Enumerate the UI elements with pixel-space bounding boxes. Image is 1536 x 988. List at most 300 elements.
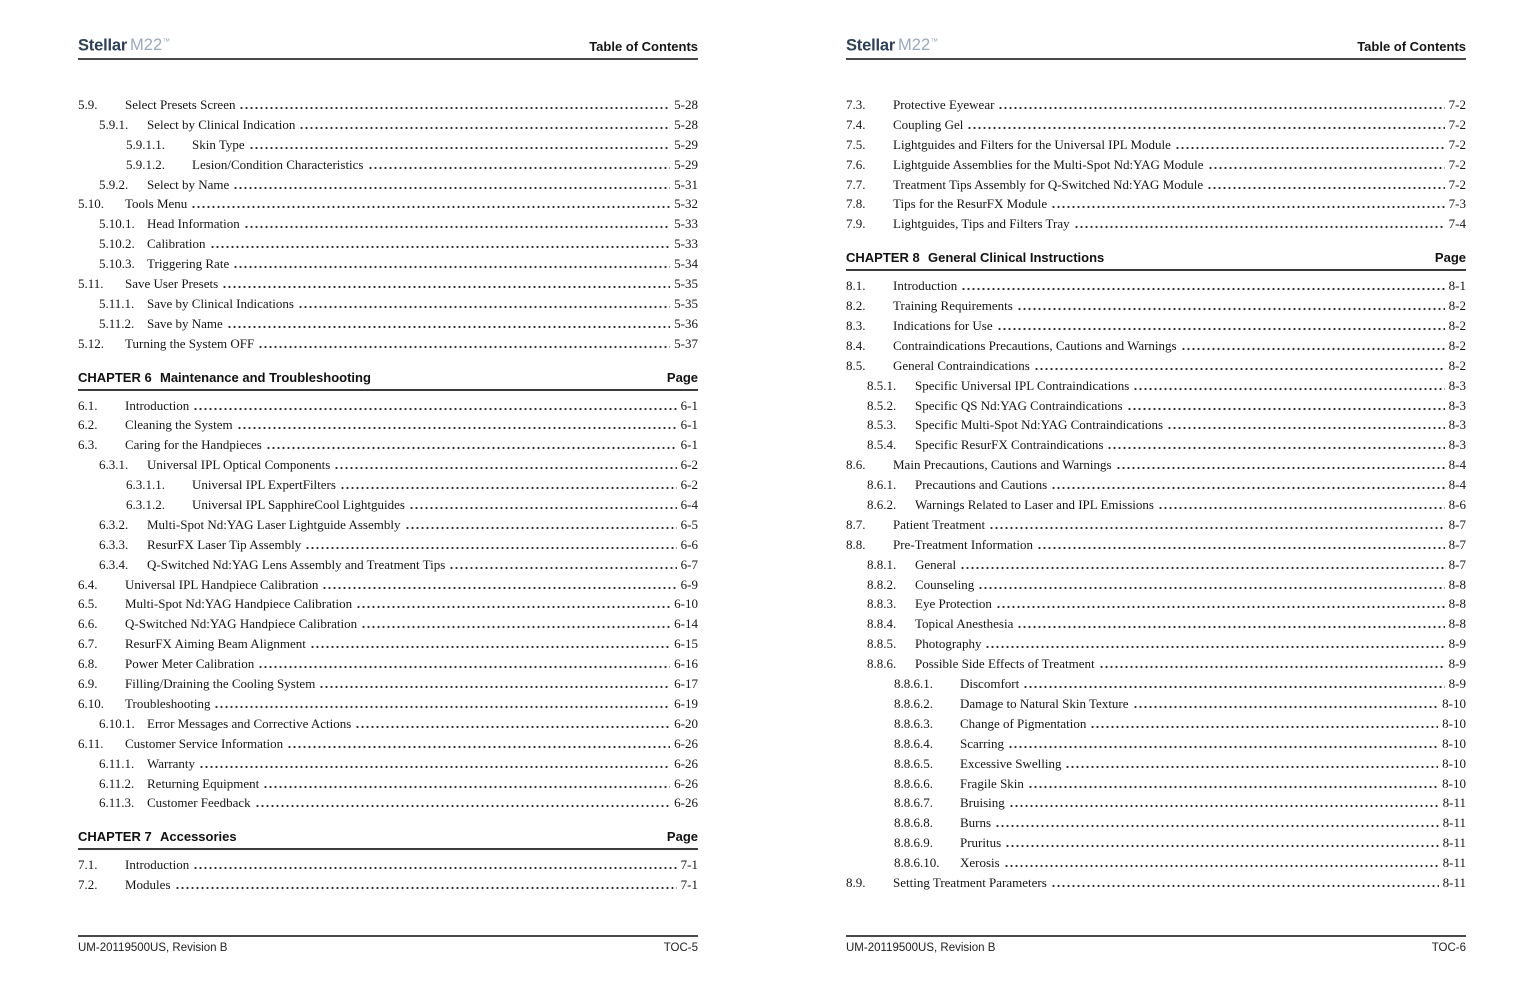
toc-entry-number: 8.8.5. bbox=[867, 636, 897, 652]
toc-entry-page: 6-4 bbox=[680, 497, 698, 513]
toc-entry bbox=[99, 175, 698, 195]
dot-leader bbox=[1051, 485, 1445, 489]
dot-leader bbox=[1107, 445, 1444, 449]
toc-entry-number: 7.5. bbox=[846, 136, 866, 152]
toc-entry bbox=[867, 435, 1466, 455]
toc-entry bbox=[78, 855, 698, 875]
toc-entry-title: Xerosis bbox=[960, 855, 1000, 871]
toc-entry-title: Specific ResurFX Contraindications bbox=[915, 437, 1104, 453]
dot-leader bbox=[305, 545, 676, 549]
toc-entry-number: 8.9. bbox=[846, 874, 866, 890]
toc-entry-title: Introduction bbox=[893, 278, 958, 294]
toc-entry bbox=[78, 634, 698, 654]
toc-entry-page: 6-9 bbox=[680, 576, 698, 592]
toc-entry bbox=[846, 515, 1466, 535]
toc-entry bbox=[894, 754, 1466, 774]
toc-entry-title: Scarring bbox=[960, 735, 1005, 751]
toc-entry-number: 6.3.1.1. bbox=[126, 477, 165, 493]
logo-stellar-text: Stellar bbox=[846, 36, 896, 55]
toc-entry-number: 8.8.6.10. bbox=[894, 855, 940, 871]
toc-entry bbox=[867, 594, 1466, 614]
toc-entry bbox=[78, 614, 698, 634]
toc-entry-title: Select by Clinical Indication bbox=[147, 116, 296, 132]
dot-leader bbox=[1133, 704, 1439, 708]
toc-entry-number: 8.7. bbox=[846, 516, 866, 532]
dot-leader bbox=[405, 525, 677, 529]
dot-leader bbox=[322, 585, 676, 589]
toc-entry bbox=[78, 654, 698, 674]
toc-entry bbox=[894, 793, 1466, 813]
toc-entry bbox=[894, 853, 1466, 873]
dot-leader bbox=[985, 644, 1444, 648]
dot-leader bbox=[368, 165, 671, 169]
toc-entry bbox=[126, 495, 698, 515]
toc-entry bbox=[846, 155, 1466, 175]
toc-entry-title: Universal IPL SapphireCool Lightguides bbox=[192, 497, 405, 513]
toc-entry-page: 5-31 bbox=[674, 176, 698, 192]
dot-leader bbox=[227, 324, 670, 328]
chapter-label: CHAPTER 6 bbox=[78, 369, 152, 385]
toc-entry-number: 8.5.4. bbox=[867, 437, 897, 453]
toc-entry bbox=[99, 793, 698, 813]
toc-entry-page: 7-3 bbox=[1448, 196, 1466, 212]
toc-entry-title: Warnings Related to Laser and IPL Emissions bbox=[915, 497, 1154, 513]
toc-entry bbox=[894, 813, 1466, 833]
toc-entry-page: 8-4 bbox=[1448, 457, 1466, 473]
toc-entry bbox=[867, 575, 1466, 595]
toc-entry-title: Burns bbox=[960, 815, 992, 831]
toc-entry bbox=[894, 694, 1466, 714]
toc-entry bbox=[99, 515, 698, 535]
toc-entry-title: Eye Protection bbox=[915, 596, 992, 612]
toc-entry-number: 5.9.1. bbox=[99, 116, 129, 132]
dot-leader bbox=[199, 764, 670, 768]
toc-entry-number: 8.5.2. bbox=[867, 397, 897, 413]
toc-entry-page: 6-1 bbox=[680, 437, 698, 453]
toc-entry-number: 6.10.1. bbox=[99, 715, 135, 731]
toc-entry-number: 8.1. bbox=[846, 278, 866, 294]
dot-leader bbox=[263, 784, 670, 788]
toc-entry-title: Discomfort bbox=[960, 676, 1020, 692]
toc-entry-number: 8.8.6.5. bbox=[894, 755, 933, 771]
toc-entry bbox=[846, 95, 1466, 115]
toc-entry-title: Setting Treatment Parameters bbox=[893, 874, 1047, 890]
toc-entry-number: 6.2. bbox=[78, 417, 98, 433]
toc-entry-title: Caring for the Handpieces bbox=[125, 437, 262, 453]
toc-entry-page: 8-2 bbox=[1448, 318, 1466, 334]
toc-entry-page: 8-4 bbox=[1448, 477, 1466, 493]
toc-entry bbox=[78, 694, 698, 714]
page-number: TOC-6 bbox=[1431, 942, 1466, 954]
dot-leader bbox=[997, 326, 1445, 330]
toc-entry-number: 5.9.1.1. bbox=[126, 136, 165, 152]
toc-entry bbox=[846, 135, 1466, 155]
toc-entry-title: Contraindications Precautions, Cautions and Warnings bbox=[893, 337, 1177, 353]
toc-entry-title: Possible Side Effects of Treatment bbox=[915, 656, 1095, 672]
toc-entry bbox=[846, 175, 1466, 195]
toc-entry-number: 5.9. bbox=[78, 97, 98, 112]
toc-entry-number: 7.7. bbox=[846, 176, 866, 192]
toc-entry-title: Introduction bbox=[125, 397, 190, 413]
dot-leader bbox=[310, 644, 670, 648]
dot-leader bbox=[1017, 624, 1444, 628]
toc-entry-number: 5.12. bbox=[78, 335, 104, 351]
toc-entry-number: 8.8.6. bbox=[867, 656, 897, 672]
dot-leader bbox=[995, 823, 1439, 827]
toc-entry-title: Protective Eyewear bbox=[893, 97, 995, 112]
toc-entry-number: 8.8.6.9. bbox=[894, 835, 933, 851]
toc-entry-title: Specific Universal IPL Contraindications bbox=[915, 377, 1130, 393]
toc-entry-page: 6-1 bbox=[680, 397, 698, 413]
toc-entry-page: 8-9 bbox=[1448, 636, 1466, 652]
toc-entry-page: 8-8 bbox=[1448, 576, 1466, 592]
dot-leader bbox=[239, 105, 670, 109]
toc-entry-title: Troubleshooting bbox=[125, 695, 211, 711]
chapter-title: General Clinical Instructions bbox=[928, 250, 1105, 266]
toc-entry bbox=[867, 495, 1466, 515]
toc-entry bbox=[78, 875, 698, 895]
toc-entry-page: 6-17 bbox=[674, 676, 698, 692]
toc-entry-title: Multi-Spot Nd:YAG Handpiece Calibration bbox=[125, 596, 353, 612]
toc-entry-page: 8-11 bbox=[1442, 835, 1466, 851]
toc-entry-title: Lesion/Condition Characteristics bbox=[192, 156, 364, 172]
toc-entry-page: 6-14 bbox=[674, 616, 698, 632]
dot-leader bbox=[356, 604, 670, 608]
toc-entry-page: 6-10 bbox=[674, 596, 698, 612]
toc-entry-page: 8-8 bbox=[1448, 596, 1466, 612]
toc-entry-title: Triggering Rate bbox=[147, 256, 230, 272]
toc-entry bbox=[846, 336, 1466, 356]
toc-entry-title: Turning the System OFF bbox=[125, 335, 255, 351]
dot-leader bbox=[1017, 306, 1445, 310]
toc-entry-title: Treatment Tips Assembly for Q-Switched Nd:YAG Module bbox=[893, 176, 1204, 192]
toc-entry bbox=[99, 555, 698, 575]
toc-entry-title: Universal IPL Optical Components bbox=[147, 457, 331, 473]
toc-entry-number: 8.8.3. bbox=[867, 596, 897, 612]
page-footer bbox=[78, 935, 698, 954]
toc-entry-title: Head Information bbox=[147, 216, 240, 232]
dot-leader bbox=[960, 565, 1445, 569]
dot-leader bbox=[233, 264, 670, 268]
toc-entry-title: ResurFX Laser Tip Assembly bbox=[147, 536, 302, 552]
dot-leader bbox=[1099, 664, 1445, 668]
toc-entry-number: 7.1. bbox=[78, 857, 98, 873]
dot-leader bbox=[233, 185, 670, 189]
toc-entry-number: 5.10. bbox=[78, 196, 104, 212]
dot-leader bbox=[1074, 224, 1445, 228]
toc-entry bbox=[894, 674, 1466, 694]
toc-entry bbox=[846, 214, 1466, 234]
toc-entry-title: Damage to Natural Skin Texture bbox=[960, 695, 1129, 711]
dot-leader bbox=[175, 885, 677, 889]
dot-leader bbox=[191, 204, 670, 208]
toc-entry bbox=[126, 475, 698, 495]
toc-content-left bbox=[78, 95, 698, 895]
toc-entry-number: 5.9.2. bbox=[99, 176, 129, 192]
toc-entry-page: 6-6 bbox=[680, 536, 698, 552]
toc-entry-page: 5-35 bbox=[674, 276, 698, 292]
toc-entry-page: 6-26 bbox=[674, 795, 698, 811]
toc-entry-title: Universal IPL ExpertFilters bbox=[192, 477, 336, 493]
dot-leader bbox=[222, 284, 670, 288]
toc-entry-number: 6.11.2. bbox=[99, 775, 135, 791]
chapter-heading bbox=[78, 829, 698, 850]
toc-entry-number: 7.8. bbox=[846, 196, 866, 212]
dot-leader bbox=[1037, 545, 1445, 549]
toc-entry-number: 8.8.6.6. bbox=[894, 775, 933, 791]
dot-leader bbox=[961, 286, 1444, 290]
toc-entry-page: 6-20 bbox=[674, 715, 698, 731]
toc-entry bbox=[99, 214, 698, 234]
toc-entry-title: Returning Equipment bbox=[147, 775, 260, 791]
toc-entry bbox=[78, 415, 698, 435]
dot-leader bbox=[237, 425, 677, 429]
toc-entry-page: 7-2 bbox=[1448, 97, 1466, 112]
toc-entry-page: 5-33 bbox=[674, 236, 698, 252]
toc-entry bbox=[846, 296, 1466, 316]
toc-entry-page: 6-15 bbox=[674, 636, 698, 652]
toc-entry-title: Calibration bbox=[147, 236, 206, 252]
toc-page-right bbox=[768, 0, 1536, 988]
toc-entry-number: 8.8.6.8. bbox=[894, 815, 933, 831]
dot-leader bbox=[266, 445, 677, 449]
toc-entry-title: Customer Service Information bbox=[125, 735, 284, 751]
toc-entry-number: 6.3.4. bbox=[99, 556, 129, 572]
toc-entry bbox=[867, 634, 1466, 654]
dot-leader bbox=[449, 565, 676, 569]
toc-entry-title: Cleaning the System bbox=[125, 417, 233, 433]
dot-leader bbox=[1004, 863, 1439, 867]
dot-leader bbox=[319, 684, 670, 688]
toc-entry-number: 6.9. bbox=[78, 676, 98, 692]
chapter-page-label: Page bbox=[666, 829, 698, 845]
dot-leader bbox=[287, 744, 670, 748]
toc-entry-title: ResurFX Aiming Beam Alignment bbox=[125, 636, 306, 652]
document-id: UM-20119500US, Revision B bbox=[846, 942, 996, 954]
toc-entry-number: 8.8.2. bbox=[867, 576, 897, 592]
toc-entry bbox=[99, 714, 698, 734]
toc-entry-title: Bruising bbox=[960, 795, 1005, 811]
toc-entry-title: Topical Anesthesia bbox=[915, 616, 1014, 632]
toc-entry-page: 8-3 bbox=[1448, 437, 1466, 453]
toc-entry-page: 8-2 bbox=[1448, 357, 1466, 373]
toc-entry bbox=[99, 314, 698, 334]
toc-entry bbox=[867, 376, 1466, 396]
dot-leader bbox=[998, 105, 1444, 109]
toc-entry-page: 8-8 bbox=[1448, 616, 1466, 632]
toc-entry-number: 8.3. bbox=[846, 318, 866, 334]
toc-entry-number: 8.8.4. bbox=[867, 616, 897, 632]
toc-entry bbox=[846, 316, 1466, 336]
toc-entry-number: 5.11.2. bbox=[99, 315, 135, 331]
toc-content-right bbox=[846, 95, 1466, 893]
toc-entry-title: Error Messages and Corrective Actions bbox=[147, 715, 352, 731]
toc-entry-number: 6.11.1. bbox=[99, 755, 135, 771]
toc-entry bbox=[99, 754, 698, 774]
toc-entry bbox=[99, 115, 698, 135]
toc-entry-title: Pruritus bbox=[960, 835, 1002, 851]
toc-entry-number: 5.9.1.2. bbox=[126, 156, 165, 172]
toc-entry-page: 6-26 bbox=[674, 775, 698, 791]
toc-entry bbox=[867, 475, 1466, 495]
toc-entry-page: 8-7 bbox=[1448, 536, 1466, 552]
toc-entry-page: 8-9 bbox=[1448, 656, 1466, 672]
toc-entry-title: Lightguides and Filters for the Universal IPL Module bbox=[893, 136, 1171, 152]
dot-leader bbox=[996, 604, 1445, 608]
toc-entry-page: 8-7 bbox=[1448, 516, 1466, 532]
toc-entry-title: Modules bbox=[125, 877, 171, 893]
dot-leader bbox=[1051, 883, 1439, 887]
toc-entry-title: Q-Switched Nd:YAG Handpiece Calibration bbox=[125, 616, 358, 632]
dot-leader bbox=[1028, 784, 1438, 788]
page-title: Table of Contents bbox=[1357, 39, 1466, 55]
chapter-heading bbox=[846, 250, 1466, 271]
toc-entry bbox=[846, 194, 1466, 214]
toc-entry-title: Excessive Swelling bbox=[960, 755, 1062, 771]
toc-entry-page: 5-32 bbox=[674, 196, 698, 212]
toc-entry bbox=[846, 276, 1466, 296]
chapter-page-label: Page bbox=[666, 369, 698, 385]
stellar-m22-logo bbox=[78, 33, 170, 54]
dot-leader bbox=[1116, 465, 1445, 469]
dot-leader bbox=[1133, 386, 1444, 390]
toc-entry bbox=[846, 356, 1466, 376]
toc-entry-number: 7.9. bbox=[846, 216, 866, 232]
toc-entry-page: 6-7 bbox=[680, 556, 698, 572]
page-number: TOC-5 bbox=[663, 942, 698, 954]
toc-entry-page: 8-6 bbox=[1448, 497, 1466, 513]
toc-entry-page: 8-11 bbox=[1442, 855, 1466, 871]
toc-entry-title: Customer Feedback bbox=[147, 795, 251, 811]
toc-entry-number: 8.5. bbox=[846, 357, 866, 373]
toc-entry-page: 8-3 bbox=[1448, 417, 1466, 433]
dot-leader bbox=[1051, 204, 1445, 208]
dot-leader bbox=[1207, 185, 1445, 189]
toc-entry-title: Training Requirements bbox=[893, 298, 1013, 314]
toc-entry-title: Photography bbox=[915, 636, 982, 652]
toc-entry-number: 8.8.6.2. bbox=[894, 695, 933, 711]
toc-entry bbox=[78, 194, 698, 214]
toc-entry-title: Save by Name bbox=[147, 315, 223, 331]
logo-stellar-text: Stellar bbox=[78, 36, 128, 55]
toc-entry bbox=[78, 95, 698, 115]
dot-leader bbox=[340, 485, 677, 489]
dot-leader bbox=[361, 624, 670, 628]
chapter-title: Maintenance and Troubleshooting bbox=[160, 369, 371, 385]
toc-entry-number: 5.10.3. bbox=[99, 256, 135, 272]
toc-entry-page: 7-2 bbox=[1448, 176, 1466, 192]
toc-entry-page: 8-3 bbox=[1448, 397, 1466, 413]
toc-entry-number: 6.3.1. bbox=[99, 457, 129, 473]
toc-entry-page: 8-11 bbox=[1442, 815, 1466, 831]
toc-entry-page: 8-2 bbox=[1448, 337, 1466, 353]
toc-entry-title: General Contraindications bbox=[893, 357, 1030, 373]
toc-entry-title: Lightguides, Tips and Filters Tray bbox=[893, 216, 1070, 232]
dot-leader bbox=[1181, 346, 1445, 350]
toc-entry-page: 5-35 bbox=[674, 295, 698, 311]
toc-entry-title: Coupling Gel bbox=[893, 116, 964, 132]
toc-entry-page: 6-1 bbox=[680, 417, 698, 433]
toc-entry-page: 5-28 bbox=[674, 116, 698, 132]
toc-entry-page: 5-28 bbox=[674, 97, 698, 112]
dot-leader bbox=[193, 865, 676, 869]
toc-entry bbox=[78, 575, 698, 595]
toc-entry bbox=[894, 774, 1466, 794]
page-footer bbox=[846, 935, 1466, 954]
toc-entry bbox=[78, 594, 698, 614]
page-header bbox=[78, 33, 698, 60]
toc-entry bbox=[867, 555, 1466, 575]
toc-entry-title: Main Precautions, Cautions and Warnings bbox=[893, 457, 1112, 473]
toc-entry-number: 6.8. bbox=[78, 656, 98, 672]
toc-entry bbox=[126, 135, 698, 155]
toc-entry-page: 6-16 bbox=[674, 656, 698, 672]
toc-entry-number: 7.3. bbox=[846, 97, 866, 112]
toc-entry-number: 7.6. bbox=[846, 156, 866, 172]
toc-entry-number: 6.10. bbox=[78, 695, 104, 711]
chapter-page-label: Page bbox=[1434, 250, 1466, 266]
toc-entry-page: 6-2 bbox=[680, 457, 698, 473]
logo-m22-text: M22 bbox=[898, 36, 931, 55]
toc-entry-number: 6.6. bbox=[78, 616, 98, 632]
toc-entry-number: 6.4. bbox=[78, 576, 98, 592]
toc-entry-number: 5.10.2. bbox=[99, 236, 135, 252]
toc-entry-title: Tips for the ResurFX Module bbox=[893, 196, 1048, 212]
toc-entry bbox=[867, 396, 1466, 416]
toc-entry bbox=[894, 714, 1466, 734]
dot-leader bbox=[1009, 803, 1439, 807]
toc-entry bbox=[846, 115, 1466, 135]
toc-entry-title: Lightguide Assemblies for the Multi-Spot Nd:YAG Module bbox=[893, 156, 1204, 172]
toc-entry bbox=[78, 274, 698, 294]
toc-entry-number: 8.8.6.1. bbox=[894, 676, 933, 692]
toc-entry-title: Indications for Use bbox=[893, 318, 993, 334]
toc-entry-number: 6.11.3. bbox=[99, 795, 135, 811]
toc-entry-number: 6.3.1.2. bbox=[126, 497, 165, 513]
toc-entry bbox=[867, 614, 1466, 634]
toc-entry-page: 5-37 bbox=[674, 335, 698, 351]
toc-entry-page: 8-11 bbox=[1442, 795, 1466, 811]
toc-entry bbox=[78, 435, 698, 455]
toc-entry-page: 6-26 bbox=[674, 735, 698, 751]
dot-leader bbox=[258, 344, 670, 348]
toc-entry-page: 7-2 bbox=[1448, 116, 1466, 132]
dot-leader bbox=[409, 505, 677, 509]
toc-entry-number: 8.6.2. bbox=[867, 497, 897, 513]
toc-entry-page: 5-33 bbox=[674, 216, 698, 232]
toc-entry bbox=[894, 833, 1466, 853]
toc-entry-page: 8-9 bbox=[1448, 676, 1466, 692]
toc-entry-title: General bbox=[915, 556, 957, 572]
toc-entry-number: 6.3. bbox=[78, 437, 98, 453]
dot-leader bbox=[1008, 744, 1438, 748]
dot-leader bbox=[193, 406, 676, 410]
toc-entry-number: 8.6.1. bbox=[867, 477, 897, 493]
dot-leader bbox=[1167, 425, 1445, 429]
toc-entry-number: 8.6. bbox=[846, 457, 866, 473]
toc-entry bbox=[99, 254, 698, 274]
toc-entry-title: Tools Menu bbox=[125, 196, 188, 212]
dot-leader bbox=[255, 803, 671, 807]
toc-entry-number: 8.8.6.4. bbox=[894, 735, 933, 751]
dot-leader bbox=[244, 224, 670, 228]
toc-entry-number: 6.5. bbox=[78, 596, 98, 612]
page-title: Table of Contents bbox=[589, 39, 698, 55]
logo-trademark-symbol: ™ bbox=[930, 37, 939, 46]
toc-entry bbox=[99, 535, 698, 555]
dot-leader bbox=[214, 704, 670, 708]
toc-entry-number: 7.4. bbox=[846, 116, 866, 132]
